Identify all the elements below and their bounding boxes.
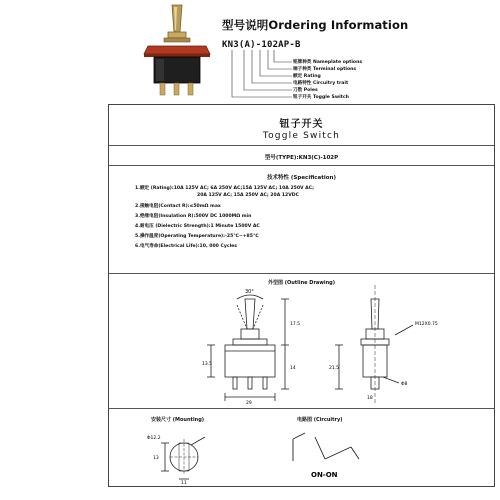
circuitry-drawing (279, 425, 389, 485)
dim-d5: 29 (246, 401, 252, 405)
spec-title: 技术特性 (Specification) (267, 175, 336, 181)
dim-angle: 30° (245, 289, 254, 295)
circuitry-label: ON-ON (311, 471, 338, 479)
dim-d3: M12X0.75 (415, 322, 438, 327)
dim-d2: 14 (290, 366, 296, 371)
spec-dielectric: 4.耐电压 (Dielectric Strength):1 Minute 1500V AC (135, 224, 260, 229)
outline-drawing (149, 285, 459, 405)
spec-rating-cont: 20A 125V AC; 15A 250V AC; 20A 12VDC (197, 193, 299, 198)
dim-d11: Φ8 (401, 382, 408, 387)
legend-rating: 额定 Rating (293, 74, 321, 79)
datasheet-frame (108, 104, 495, 487)
product-photo (140, 2, 220, 100)
mounting-drawing (139, 425, 239, 485)
spec-temperature: 5.操作温度(Operating Temperature):-25℃~+85℃ (135, 234, 259, 239)
legend-toggle: 钮子开关 Toggle Switch (293, 95, 349, 100)
legend-terminal: 端子种类 Terminal options (293, 67, 357, 72)
mount-dia: Φ12.2 (147, 436, 161, 441)
spec-life: 6.电气寿命(Electrical Life):10, 000 Cycles (135, 244, 237, 249)
legend-poles: 刀数 Poles (293, 88, 318, 93)
dim-d7: 21.5 (329, 366, 340, 371)
product-title-en: Toggle Switch (262, 131, 341, 141)
ordering-info-title: 型号说明Ordering Information (222, 18, 409, 32)
dim-d6: 18 (367, 396, 373, 401)
product-title-cn: 钮子开关 (279, 119, 324, 130)
model-code: KN3(A)-102AP-B (222, 40, 301, 50)
spec-contact: 2.接触电阻(Contact R):≤50mΩ max (135, 204, 221, 209)
legend-nameplate: 铭牌种类 Nameplate options (293, 60, 363, 65)
mounting-title: 安装尺寸 (Mounting) (151, 417, 205, 423)
dim-d4: 13.5 (202, 362, 213, 367)
toggle-switch-photo-icon (140, 2, 220, 100)
mount-h: 13 (153, 456, 159, 461)
circuitry-title: 电路图 (Circuitry) (297, 417, 343, 423)
legend-circuitry: 电路特性 Circuitry trait (293, 81, 349, 86)
type-line: 型号(TYPE):KN3(C)-102P (264, 155, 339, 161)
spec-insulation: 3.绝缘电阻(Insulation R):500V DC 1000MΩ min (135, 214, 252, 219)
outline-title: 外型图 (Outline Drawing) (267, 280, 336, 286)
mount-w: 11 (181, 481, 187, 485)
dim-d1: 17.5 (290, 322, 301, 327)
spec-rating: 1.额定 (Rating):10A 125V AC; 6A 250V AC;15A 125V AC; 10A 250V AC; (135, 186, 314, 191)
